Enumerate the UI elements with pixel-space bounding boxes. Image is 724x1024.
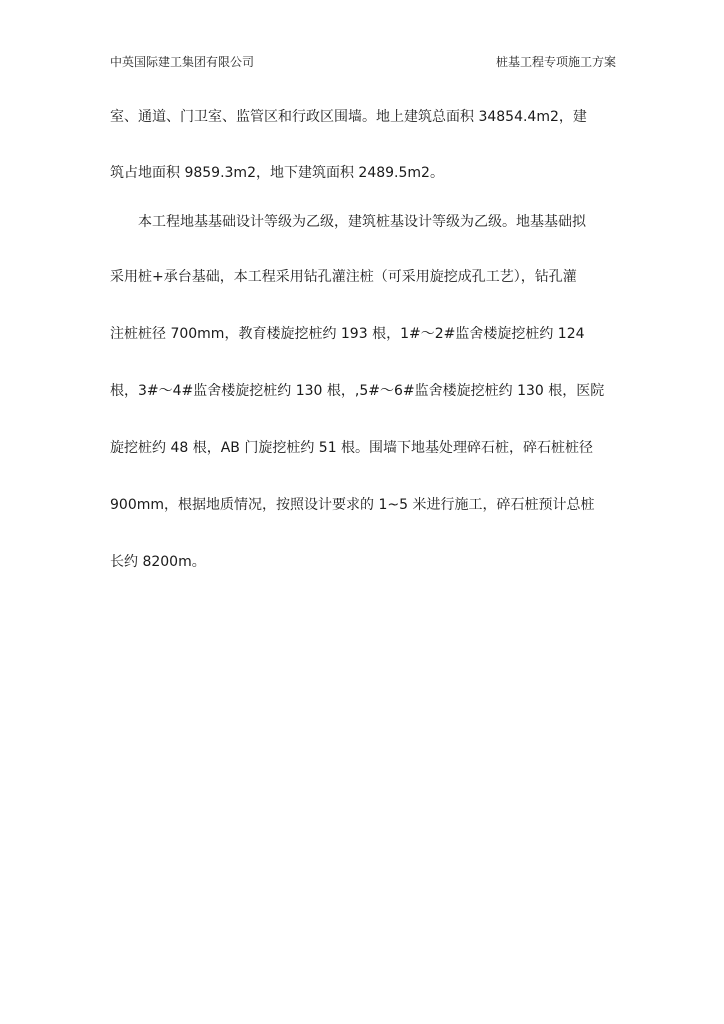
header-company-name: 中英国际建工集团有限公司	[110, 55, 255, 69]
header-document-title: 桩基工程专项施工方案	[495, 55, 616, 69]
body-text-line: 900mm，根据地质情况，按照设计要求的 1~5 米进行施工，碎石桩预计总桩	[110, 497, 595, 513]
body-text-line: 本工程地基基础设计等级为乙级，建筑桩基设计等级为乙级。地基基础拟	[110, 214, 586, 230]
body-text-line: 筑占地面积 9859.3m2，地下建筑面积 2489.5m2。	[110, 165, 444, 181]
body-text-line: 旋挖桩约 48 根，AB 门旋挖桩约 51 根。围墙下地基处理碎石桩，碎石桩桩径	[110, 440, 594, 456]
body-text-line: 根，3#～4#监舍楼旋挖桩约 130 根，,5#～6#监舍楼旋挖桩约 130 根，医院	[110, 383, 605, 399]
body-text-line: 注桩桩径 700mm，教育楼旋挖桩约 193 根，1#～2#监舍楼旋挖桩约 124	[110, 326, 585, 342]
body-text-line: 采用桩+承台基础，本工程采用钻孔灌注桩（可采用旋挖成孔工艺），钻孔灌	[110, 269, 577, 285]
page-header	[110, 53, 616, 71]
body-text-line: 室、通道、门卫室、监管区和行政区围墙。地上建筑总面积 34854.4m2，建	[110, 109, 587, 125]
body-text-line: 长约 8200m。	[110, 554, 206, 570]
